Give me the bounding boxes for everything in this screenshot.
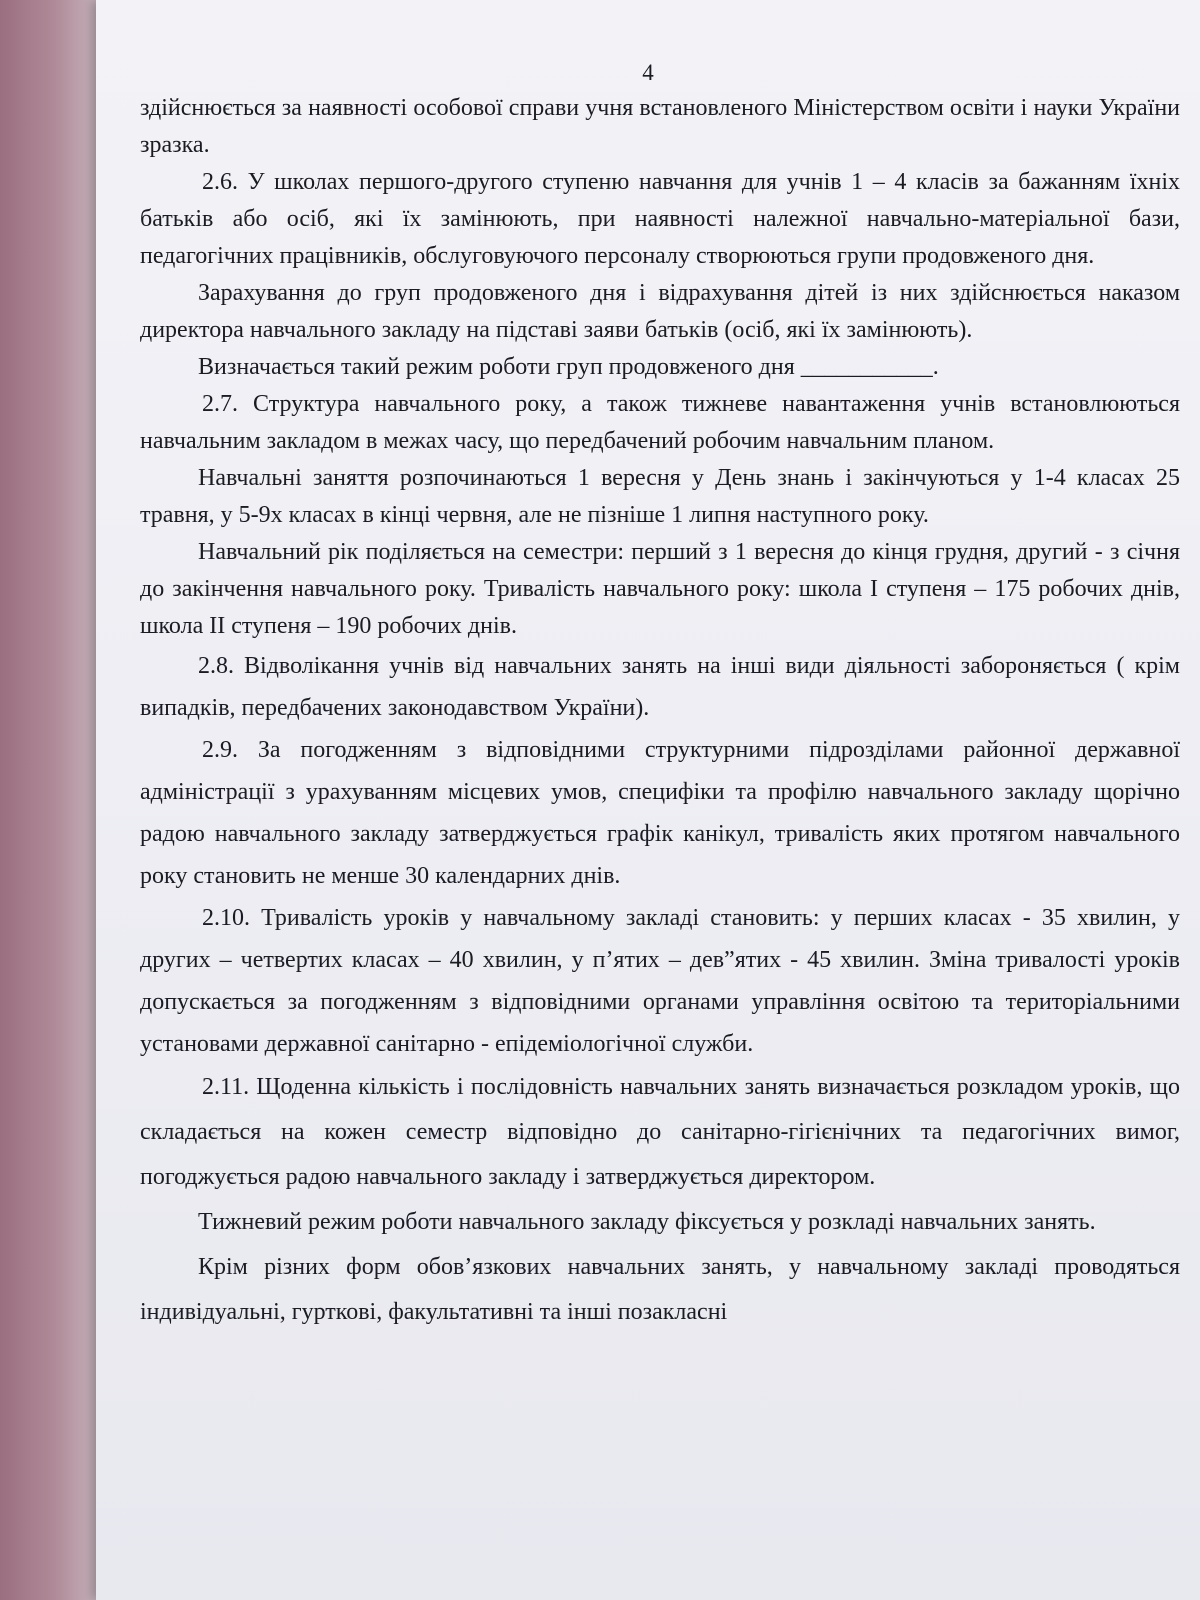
- paragraph-2-6: 2.6. У школах першого-другого ступеню навчання для учнів 1 – 4 класів за бажанням їхніх батьків або осіб, які їх замінюють, при наявності належної навчально-матеріальної бази, педагогічних працівників, обслуговуючого персоналу створюються групи продовженого дня.: [140, 169, 1180, 269]
- paragraph-weekly-regime: Тижневий режим роботи навчального закладу фіксується у розкладі навчальних занять.: [198, 1209, 1096, 1235]
- paragraph-enrollment: Зарахування до груп продовженого дня і відрахування дітей із них здійснюється наказом директора навчального закладу на підставі заяви батьків (осіб, які їх замінюють).: [140, 280, 1180, 343]
- page-number: 4: [642, 60, 654, 85]
- paragraph-2-7: 2.7. Структура навчального року, а також тижневе навантаження учнів встановлюються навчальним закладом в межах часу, що передбачений робочим навчальним планом.: [140, 391, 1180, 454]
- paragraph-continuation: здійснюється за наявності особової справи учня встановленого Міністерством освіти і науки України зразка.: [140, 95, 1180, 158]
- paragraph-extracurricular: Крім різних форм обов’язкових навчальних занять, у навчальному закладі проводяться індивідуальні, гурткові, факультативні та інші позакласні: [140, 1254, 1180, 1325]
- paragraph-group-regime: Визначається такий режим роботи груп продовженого дня ___________.: [198, 354, 939, 380]
- paragraph-2-9: 2.9. За погодженням з відповідними структурними підрозділами районної державної адміністрації з урахуванням місцевих умов, специфіки та профілю навчального закладу щорічно радою навчального закладу затверджується графік канікул, тривалість яких протягом навчального року становить не менше 30 календарних днів.: [140, 737, 1180, 889]
- paragraph-classes-start: Навчальні заняття розпочинаються 1 вересня у День знань і закінчуються у 1-4 класах 25 травня, у 5-9х класах в кінці червня, але не пізніше 1 липня наступного року.: [140, 465, 1180, 528]
- adjacent-page-edge: [0, 0, 100, 1600]
- paragraph-semesters: Навчальний рік поділяється на семестри: перший з 1 вересня до кінця грудня, другий - з січня до закінчення навчального року. Тривалість навчального року: школа І ступеня – 175 робочих днів, школа ІІ ступеня – 190 робочих днів.: [140, 539, 1180, 639]
- paragraph-2-10: 2.10. Тривалість уроків у навчальному закладі становить: у перших класах - 35 хвилин, у других – четвертих класах – 40 хвилин, у п’ятих – дев”ятих - 45 хвилин. Зміна тривалості уроків допускається за погодженням з відповідними органами управління освітою та територіальними установами державної санітарно - епідеміологічної служби.: [140, 905, 1180, 1057]
- document-page: [96, 0, 1200, 1600]
- document-body: [140, 90, 1180, 1335]
- paragraph-2-8: 2.8. Відволікання учнів від навчальних занять на інші види діяльності забороняється ( крім випадків, передбачених законодавством України).: [140, 653, 1180, 721]
- paragraph-2-11: 2.11. Щоденна кількість і послідовність навчальних занять визначається розкладом уроків, що складається на кожен семестр відповідно до санітарно-гігієнічних та педагогічних вимог, погоджується радою навчального закладу і затверджується директором.: [140, 1074, 1180, 1190]
